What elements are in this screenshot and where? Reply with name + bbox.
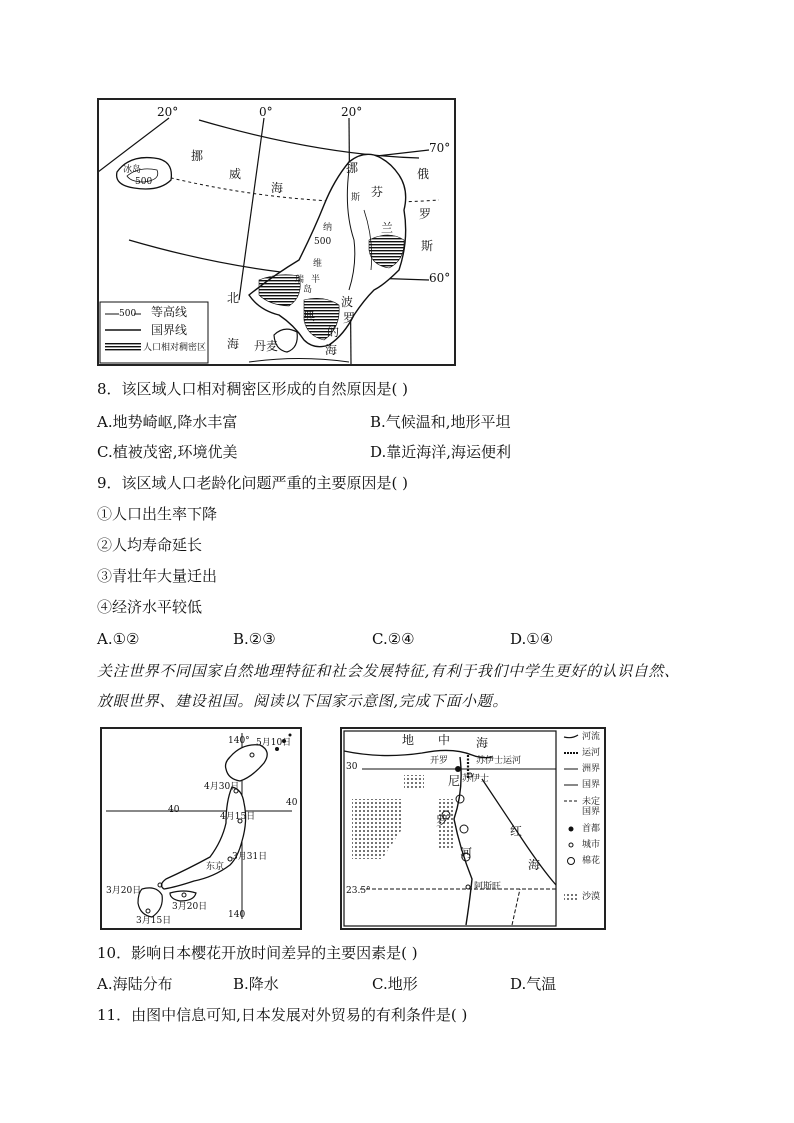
place-label: 海 <box>227 337 240 351</box>
q10-stem: 10．影响日本樱花开放时间差异的主要因素是( ) <box>97 944 418 962</box>
date-label: 3月20日 <box>172 902 208 912</box>
legend-label: 棉花 <box>582 856 601 866</box>
intro-line-2: 放眼世界、建设祖国。阅读以下国家示意图,完成下面小题。 <box>97 692 508 710</box>
place-label: 罗 <box>419 207 432 221</box>
place-label: 芬 <box>371 185 384 199</box>
place-label: 岛 <box>303 285 313 295</box>
lon-label: 20° <box>341 105 363 119</box>
place-label: 冰岛 <box>123 165 142 175</box>
place-label: 罗 <box>436 814 449 828</box>
q10-option-c[interactable]: C.地形 <box>372 975 418 993</box>
q8-stem: 8．该区域人口相对稠密区形成的自然原因是( ) <box>97 380 409 398</box>
contour-value: 500 <box>314 237 332 247</box>
egypt-map-graphic <box>342 729 604 928</box>
date-label: 4月30日 <box>204 782 240 792</box>
q8-option-c[interactable]: C.植被茂密,环境优美 <box>97 443 238 461</box>
legend-label: 城市 <box>582 840 601 850</box>
q8-option-d[interactable]: D.靠近海洋,海运便利 <box>370 443 512 461</box>
japan-map-graphic <box>102 729 300 928</box>
place-label: 瑞 <box>295 275 305 285</box>
place-label: 地 <box>402 733 415 747</box>
place-label: 尼 <box>448 774 461 788</box>
q10-option-d[interactable]: D.气温 <box>510 975 557 993</box>
legend-border-label: 国界线 <box>151 323 188 337</box>
q9-item: ③青壮年大量迁出 <box>97 567 218 585</box>
japan-map <box>100 727 302 930</box>
legend-label: 沙漠 <box>582 892 601 902</box>
legend-dense-label: 人口相对稠密区 <box>143 343 207 353</box>
date-label: 3月15日 <box>136 916 172 926</box>
place-label: 红 <box>510 824 523 838</box>
q9-option-d[interactable]: D.①④ <box>510 630 554 648</box>
egypt-map <box>340 727 606 930</box>
legend-label: 未定国界 <box>582 797 601 817</box>
lon-label: 140 <box>228 910 246 920</box>
legend-contour-value: 500 <box>119 309 137 319</box>
place-label: 兰 <box>381 221 394 235</box>
northern-europe-map <box>97 98 456 366</box>
place-label: 丹麦 <box>254 339 279 353</box>
place-label: 斯 <box>351 193 361 203</box>
date-label: 3月20日 <box>106 886 142 896</box>
legend-label: 洲界 <box>582 764 601 774</box>
q10-option-a[interactable]: A.海陆分布 <box>97 975 173 993</box>
place-label: 海 <box>325 343 338 357</box>
lon-label: 20° <box>157 105 179 119</box>
place-label: 苏伊士 <box>462 774 490 784</box>
place-label: 海 <box>528 858 541 872</box>
q8-option-b[interactable]: B.气候温和,地形平坦 <box>370 413 511 431</box>
lat-label: 40 <box>286 798 298 808</box>
place-label: 中 <box>438 733 451 747</box>
place-label: 波 <box>341 295 354 309</box>
place-label: 挪 <box>346 161 359 175</box>
place-label: 威 <box>229 167 242 181</box>
date-label: 4月15日 <box>220 812 256 822</box>
legend-label: 河流 <box>582 732 601 742</box>
place-label: 苏伊士运河 <box>476 756 522 766</box>
lat-label: 70° <box>429 141 451 155</box>
place-label: 俄 <box>417 167 430 181</box>
q11-stem: 11．由图中信息可知,日本发展对外贸易的有利条件是( ) <box>97 1006 468 1024</box>
place-label: 纳 <box>323 223 333 233</box>
place-label: 北 <box>227 291 240 305</box>
contour-value: 500 <box>135 177 153 187</box>
lat-label: 30 <box>346 762 358 772</box>
q10-option-b[interactable]: B.降水 <box>233 975 279 993</box>
q9-stem: 9．该区域人口老龄化问题严重的主要原因是( ) <box>97 474 409 492</box>
place-label: 河 <box>460 846 473 860</box>
legend-label: 首都 <box>582 824 601 834</box>
lat-label: 60° <box>429 271 451 285</box>
q8-option-a[interactable]: A.地势崎岖,降水丰富 <box>97 413 238 431</box>
intro-line-1: 关注世界不同国家自然地理特征和社会发展特征,有利于我们中学生更好的认识自然、 <box>97 662 680 680</box>
lat-label: 40 <box>168 805 180 815</box>
place-label: 半 <box>311 275 321 285</box>
date-label: 3月31日 <box>232 852 268 862</box>
q9-option-b[interactable]: B.②③ <box>233 630 276 648</box>
place-label: 海 <box>476 736 489 750</box>
city-label: 东京 <box>206 862 225 872</box>
lat-label: 23.5° <box>346 886 371 896</box>
date-label: 5月10日 <box>256 738 292 748</box>
place-label: 罗 <box>343 311 356 325</box>
legend-label: 运河 <box>582 748 601 758</box>
legend-contour-label: 等高线 <box>151 305 188 319</box>
q9-item: ①人口出生率下降 <box>97 505 218 523</box>
place-label: 海 <box>271 181 284 195</box>
legend-label: 国界 <box>582 780 601 790</box>
place-label: 的 <box>327 325 340 339</box>
place-label: 斯 <box>421 239 434 253</box>
q9-item: ④经济水平较低 <box>97 598 203 616</box>
q9-option-c[interactable]: C.②④ <box>372 630 415 648</box>
lon-label: 0° <box>259 105 273 119</box>
place-label: 挪 <box>191 149 204 163</box>
place-label: 阿斯旺 <box>474 882 502 892</box>
place-label: 典 <box>303 309 316 323</box>
q9-item: ②人均寿命延长 <box>97 536 203 554</box>
place-label: 开罗 <box>430 756 449 766</box>
place-label: 维 <box>313 259 323 269</box>
lon-label: 140° <box>228 736 250 746</box>
q9-option-a[interactable]: A.①② <box>97 630 140 648</box>
